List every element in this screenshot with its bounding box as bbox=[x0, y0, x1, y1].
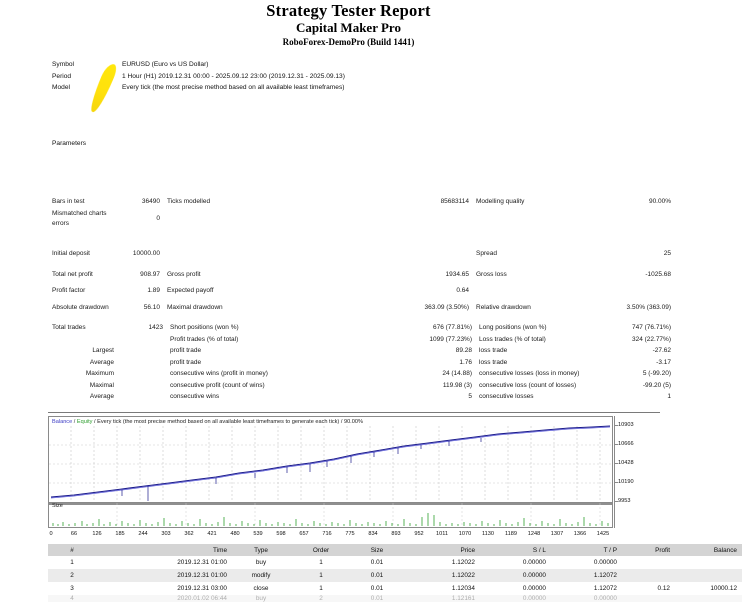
spread-label: Spread bbox=[476, 249, 497, 257]
legend-separator-1: / bbox=[72, 419, 77, 425]
cell-type: close bbox=[232, 582, 295, 595]
initial-deposit-label: Initial deposit bbox=[52, 249, 90, 257]
tstat-row-maximum bbox=[0, 368, 697, 380]
cell-stop-loss: 0.00000 bbox=[480, 569, 551, 582]
maximal-label: Maximal bbox=[89, 381, 114, 389]
chart-y-axis bbox=[614, 416, 674, 528]
info-row-symbol bbox=[52, 59, 345, 71]
total-trades-value: 1423 bbox=[148, 324, 163, 331]
cell-balance bbox=[675, 595, 742, 602]
cell-number: 4 bbox=[48, 595, 101, 602]
symbol-label: Symbol bbox=[52, 61, 74, 68]
chart-size-pane bbox=[49, 502, 612, 527]
ticks-modelled-label: Ticks modelled bbox=[167, 198, 211, 206]
cell-price: 1.12161 bbox=[407, 595, 480, 602]
short-positions-label: Short positions (won %) bbox=[170, 324, 239, 331]
th-profit[interactable]: Profit bbox=[622, 544, 675, 556]
average-consecutive-label: Average bbox=[89, 393, 114, 400]
bars-in-test-value: 36490 bbox=[141, 198, 160, 206]
x-tick-17: 1011 bbox=[435, 531, 449, 537]
maximal-consecutive-profit-label: consecutive profit (count of wins) bbox=[170, 381, 265, 389]
chart-balance-pane bbox=[49, 426, 612, 502]
summary-statistics bbox=[0, 196, 697, 318]
x-tick-10: 598 bbox=[276, 531, 286, 537]
chart-x-axis bbox=[48, 529, 613, 541]
relative-drawdown-value: 3.50% (363.09) bbox=[626, 303, 671, 311]
y-axis-line bbox=[614, 416, 615, 528]
initial-deposit-value: 10000.00 bbox=[132, 249, 160, 257]
x-tick-11: 657 bbox=[299, 531, 309, 537]
stat-row-bars-in-test bbox=[0, 196, 697, 208]
average-loss-trade-value: -3.17 bbox=[656, 358, 671, 366]
x-tick-19: 1130 bbox=[481, 531, 495, 537]
tstat-row-profit-trades bbox=[0, 334, 697, 346]
x-tick-12: 716 bbox=[322, 531, 332, 537]
x-tick-3: 185 bbox=[115, 531, 125, 537]
average-profit-trade-value: 1.76 bbox=[459, 358, 472, 366]
spread-value: 25 bbox=[663, 249, 671, 257]
cell-size: 0.01 bbox=[352, 569, 407, 582]
gross-profit-label: Gross profit bbox=[167, 270, 201, 278]
cell-stop-loss: 0.00000 bbox=[480, 582, 551, 595]
cell-type: buy bbox=[232, 595, 295, 602]
largest-profit-trade-label: profit trade bbox=[170, 347, 202, 354]
tstat-row-largest bbox=[0, 345, 697, 357]
cell-size: 0.01 bbox=[352, 556, 407, 569]
profit-factor-value: 1.89 bbox=[147, 287, 160, 295]
absolute-drawdown-label: Absolute drawdown bbox=[52, 303, 109, 311]
x-tick-7: 421 bbox=[207, 531, 217, 537]
cell-order: 1 bbox=[295, 582, 352, 595]
legend-description: / Every tick (the most precise method based on all available least timeframes to generate each tick) / 90.00% bbox=[92, 419, 363, 425]
modeling-quality-value: 90.00% bbox=[648, 198, 671, 206]
table-row[interactable] bbox=[48, 582, 742, 595]
relative-drawdown-label: Relative drawdown bbox=[476, 303, 531, 311]
stat-row-profit-factor bbox=[0, 285, 697, 297]
cell-price: 1.12022 bbox=[407, 569, 480, 582]
expected-payoff-label: Expected payoff bbox=[167, 287, 214, 295]
legend-balance: Balance bbox=[52, 419, 73, 425]
y-tick-3: 10190 bbox=[618, 479, 634, 485]
x-tick-5: 303 bbox=[161, 531, 171, 537]
short-positions-value: 676 (77.81%) bbox=[432, 324, 472, 331]
profit-trades-value: 1099 (77.23%) bbox=[429, 335, 472, 343]
total-net-profit-value: 908.97 bbox=[140, 270, 160, 278]
tstat-row-average bbox=[0, 357, 697, 369]
th-size[interactable]: Size bbox=[352, 544, 407, 556]
y-tick-1: 10666 bbox=[618, 441, 634, 447]
stat-row-absolute-drawdown bbox=[0, 297, 697, 318]
gross-profit-value: 1934.65 bbox=[445, 270, 469, 278]
tstat-row-average-consecutive bbox=[0, 391, 697, 403]
x-tick-23: 1366 bbox=[573, 531, 587, 537]
gross-loss-value: -1025.68 bbox=[645, 270, 671, 278]
loss-trades-value: 324 (22.77%) bbox=[631, 335, 671, 343]
max-consecutive-wins-label: consecutive wins (profit in money) bbox=[170, 370, 268, 377]
cell-profit: 0.12 bbox=[622, 582, 675, 595]
x-tick-22: 1307 bbox=[550, 531, 564, 537]
cell-time: 2019.12.31 03:00 bbox=[101, 582, 232, 595]
table-row[interactable] bbox=[48, 569, 742, 582]
maximal-consecutive-loss-label: consecutive loss (count of losses) bbox=[479, 381, 577, 389]
cell-stop-loss: 0.00000 bbox=[480, 556, 551, 569]
long-positions-label: Long positions (won %) bbox=[479, 324, 547, 331]
largest-loss-trade-value: -27.62 bbox=[652, 347, 671, 354]
info-row-period bbox=[52, 71, 345, 83]
th-take-profit[interactable]: T / P bbox=[551, 544, 622, 556]
cell-time: 2019.12.31 01:00 bbox=[101, 556, 232, 569]
th-time[interactable]: Time bbox=[101, 544, 232, 556]
cell-number: 1 bbox=[48, 556, 101, 569]
cell-number: 3 bbox=[48, 582, 101, 595]
symbol-value: EURUSD (Euro vs US Dollar) bbox=[122, 61, 209, 68]
avg-consecutive-losses-value: 1 bbox=[667, 393, 671, 400]
table-row[interactable] bbox=[48, 556, 742, 569]
x-tick-20: 1189 bbox=[504, 531, 518, 537]
x-tick-4: 244 bbox=[138, 531, 148, 537]
total-net-profit-label: Total net profit bbox=[52, 270, 93, 278]
cell-take-profit: 1.12072 bbox=[551, 582, 622, 595]
x-tick-24: 1425 bbox=[596, 531, 610, 537]
average-loss-trade-label: loss trade bbox=[479, 358, 508, 366]
cell-size: 0.01 bbox=[352, 595, 407, 602]
report-title: Strategy Tester Report bbox=[266, 1, 431, 20]
th-balance[interactable]: Balance bbox=[675, 544, 742, 556]
average-profit-trade-label: profit trade bbox=[170, 358, 202, 366]
report-header bbox=[0, 0, 697, 49]
stat-spacer bbox=[0, 229, 697, 243]
y-tick-0: 10903 bbox=[618, 422, 634, 428]
stat-row-total-net-profit bbox=[0, 264, 697, 285]
cell-size: 0.01 bbox=[352, 582, 407, 595]
long-positions-value: 747 (76.71%) bbox=[631, 324, 671, 331]
x-tick-15: 893 bbox=[391, 531, 401, 537]
cell-time: 2019.12.31 01:00 bbox=[101, 569, 232, 582]
cell-number: 2 bbox=[48, 569, 101, 582]
chart-plot-area bbox=[48, 416, 613, 528]
cell-profit bbox=[622, 595, 675, 602]
bars-in-test-label: Bars in test bbox=[52, 198, 85, 206]
max-consecutive-losses-label: consecutive losses (loss in money) bbox=[479, 370, 580, 377]
trades-table bbox=[48, 544, 737, 602]
tstat-row-maximal bbox=[0, 380, 697, 392]
y-tick-2: 10428 bbox=[618, 460, 634, 466]
table-row[interactable] bbox=[48, 595, 742, 602]
y-tick-4: 9953 bbox=[618, 498, 631, 504]
cell-balance bbox=[675, 569, 742, 582]
max-consecutive-losses-value: 5 (-99.20) bbox=[642, 370, 671, 377]
x-tick-13: 775 bbox=[345, 531, 355, 537]
cell-take-profit: 1.12072 bbox=[551, 569, 622, 582]
maximum-label: Maximum bbox=[85, 370, 114, 377]
x-tick-9: 539 bbox=[253, 531, 263, 537]
cell-profit bbox=[622, 556, 675, 569]
size-histogram bbox=[49, 503, 612, 527]
th-number[interactable]: # bbox=[48, 544, 101, 556]
period-label: Period bbox=[52, 72, 72, 80]
x-tick-18: 1070 bbox=[458, 531, 472, 537]
model-value: Every tick (the most precise method based on all available least timeframes) bbox=[122, 84, 345, 91]
legend-equity: Equity bbox=[76, 419, 93, 425]
tstat-row-total-trades bbox=[0, 322, 697, 334]
model-label: Model bbox=[52, 84, 70, 91]
x-tick-1: 66 bbox=[70, 531, 78, 537]
x-tick-0: 0 bbox=[49, 531, 53, 537]
x-tick-6: 362 bbox=[184, 531, 194, 537]
maximal-consecutive-loss-value: -99.20 (5) bbox=[642, 381, 671, 389]
avg-consecutive-wins-label: consecutive wins bbox=[170, 393, 220, 400]
cell-order: 2 bbox=[295, 595, 352, 602]
avg-consecutive-wins-value: 5 bbox=[468, 393, 472, 400]
cell-take-profit: 0.00000 bbox=[551, 556, 622, 569]
cell-order: 1 bbox=[295, 556, 352, 569]
trade-statistics bbox=[0, 322, 697, 403]
stat-row-initial-deposit bbox=[0, 243, 697, 264]
cell-stop-loss: 0.00000 bbox=[480, 595, 551, 602]
x-tick-16: 952 bbox=[414, 531, 424, 537]
cell-order: 1 bbox=[295, 569, 352, 582]
ticks-modelled-value: 85683114 bbox=[440, 198, 469, 206]
th-price[interactable]: Price bbox=[407, 544, 480, 556]
max-consecutive-wins-value: 24 (14.88) bbox=[442, 370, 472, 377]
maximal-drawdown-value: 363.09 (3.50%) bbox=[424, 303, 469, 311]
chart-legend bbox=[52, 418, 363, 426]
gross-loss-label: Gross loss bbox=[476, 270, 507, 278]
loss-trades-label: Loss trades (% of total) bbox=[479, 335, 546, 343]
cell-balance bbox=[675, 556, 742, 569]
cell-type: modify bbox=[232, 569, 295, 582]
largest-profit-trade-value: 89.28 bbox=[455, 347, 472, 354]
report-server-build: RoboForex-DemoPro (Build 1441) bbox=[282, 37, 415, 47]
mismatched-errors-value: 0 bbox=[156, 214, 160, 222]
cell-take-profit: 0.00000 bbox=[551, 595, 622, 602]
cell-profit bbox=[622, 569, 675, 582]
th-order[interactable]: Order bbox=[295, 544, 352, 556]
balance-equity-chart bbox=[48, 416, 660, 537]
mismatched-errors-label: Mismatched charts errors bbox=[52, 210, 107, 227]
profit-factor-label: Profit factor bbox=[52, 287, 86, 295]
cell-type: buy bbox=[232, 556, 295, 569]
expected-payoff-value: 0.64 bbox=[456, 287, 469, 295]
cell-balance: 10000.12 bbox=[675, 582, 742, 595]
cell-time: 2020.01.02 06:44 bbox=[101, 595, 232, 602]
trades-header-row bbox=[48, 544, 742, 556]
largest-label: Largest bbox=[92, 347, 114, 354]
cell-price: 1.12034 bbox=[407, 582, 480, 595]
maximal-drawdown-label: Maximal drawdown bbox=[167, 303, 223, 311]
avg-consecutive-losses-label: consecutive losses bbox=[479, 393, 534, 400]
x-tick-8: 480 bbox=[230, 531, 240, 537]
modeling-quality-label: Modelling quality bbox=[476, 198, 525, 206]
th-type[interactable]: Type bbox=[232, 544, 295, 556]
average-label: Average bbox=[89, 358, 114, 366]
period-value: 1 Hour (H1) 2019.12.31 00:00 - 2025.09.12 23:00 (2019.12.31 - 2025.09.13) bbox=[122, 72, 345, 80]
x-tick-14: 834 bbox=[368, 531, 378, 537]
size-pane-label: Size bbox=[52, 503, 63, 509]
th-stop-loss[interactable]: S / L bbox=[480, 544, 551, 556]
stat-row-mismatched-errors bbox=[0, 208, 697, 229]
report-subtitle: Capital Maker Pro bbox=[296, 20, 401, 35]
section-divider bbox=[48, 412, 660, 413]
x-tick-21: 1248 bbox=[527, 531, 541, 537]
x-tick-2: 126 bbox=[92, 531, 102, 537]
total-trades-label: Total trades bbox=[52, 324, 86, 331]
absolute-drawdown-value: 56.10 bbox=[143, 303, 160, 311]
largest-loss-trade-label: loss trade bbox=[479, 347, 508, 354]
profit-trades-label: Profit trades (% of total) bbox=[170, 335, 239, 343]
parameters-label: Parameters bbox=[52, 140, 87, 147]
cell-price: 1.12022 bbox=[407, 556, 480, 569]
maximal-consecutive-profit-value: 119.98 (3) bbox=[442, 381, 472, 389]
